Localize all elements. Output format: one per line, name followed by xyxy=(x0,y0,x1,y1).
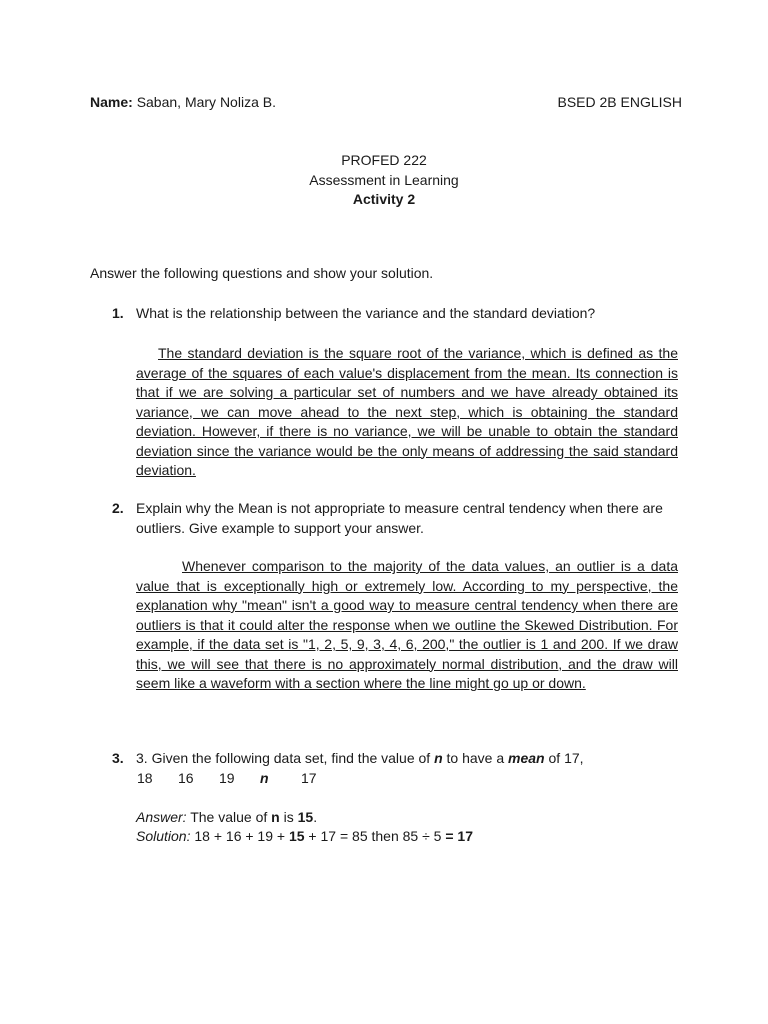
student-name xyxy=(90,93,276,111)
instructions: Answer the following questions and show your solution. xyxy=(90,265,434,281)
answer-value: 15 xyxy=(297,809,314,825)
variable-n: n xyxy=(434,750,443,766)
solution-result: = 17 xyxy=(445,828,473,844)
data-value: 19 xyxy=(219,770,235,786)
question-text: What is the relationship between the variance and the standard deviation? xyxy=(136,305,596,321)
name-label: Name: xyxy=(90,94,133,110)
answer-text: The standard deviation is the square root of the variance, which is defined as the average of the squares of each value's displacement from the mean. Its connection is that if we are solving a particular set of numbers and we have already obtained its variance, we can move ahead to the next step, which is obtaining the standard deviation. However, if there is no variance, we will be unable to obtain the standard deviation since the variance would be the only means of addressing the said standard deviation. xyxy=(136,345,678,478)
course-name: Assessment in Learning xyxy=(309,172,459,188)
activity-title: Activity 2 xyxy=(352,191,416,207)
answer-3: Answer: The value of n is 15. xyxy=(136,809,318,825)
answer-label: Answer: xyxy=(136,809,187,825)
data-value: 16 xyxy=(178,770,194,786)
answer-2 xyxy=(136,557,678,694)
data-value: 18 xyxy=(137,770,153,786)
solution-3: Solution: 18 + 16 + 19 + 15 + 17 = 85 then 85 ÷ 5 = 17 xyxy=(136,828,473,844)
course-section: BSED 2B ENGLISH xyxy=(557,94,682,110)
word-mean: mean xyxy=(508,750,545,766)
question-number: 3. xyxy=(112,750,124,766)
data-value: 17 xyxy=(301,770,317,786)
data-set xyxy=(137,769,342,788)
header-row xyxy=(90,93,682,111)
solution-label: Solution: xyxy=(136,828,191,844)
question-3 xyxy=(112,749,682,769)
question-number: 2. xyxy=(112,500,124,516)
question-text: 3. Given the following data set, find the value of n to have a mean of 17, xyxy=(136,750,584,766)
question-number: 1. xyxy=(112,305,124,321)
question-1 xyxy=(112,304,682,324)
name-value: Saban, Mary Noliza B. xyxy=(136,94,276,110)
answer-text: Whenever comparison to the majority of the data values, an outlier is a data value that is exceptionally high or extremely low. According to my perspective, the explanation why "mean" isn't a good way to measure central tendency when there are outliers is that it could alter the response when we outline the Skewed Distribution. For example, if the data set is "1, 2, 5, 9, 3, 4, 6, 200," the outlier is 1 and 200. If we draw this, we will see that there is no approximately normal distribution, and the draw will seem like a waveform with a section where the line might go up or down. xyxy=(136,558,678,691)
question-2 xyxy=(112,499,682,538)
answer-1 xyxy=(136,344,678,481)
question-text: Explain why the Mean is not appropriate to measure central tendency when there are outliers. Give example to support your answer. xyxy=(136,500,663,536)
data-value-n: n xyxy=(260,770,269,786)
course-code: PROFED 222 xyxy=(341,152,427,168)
